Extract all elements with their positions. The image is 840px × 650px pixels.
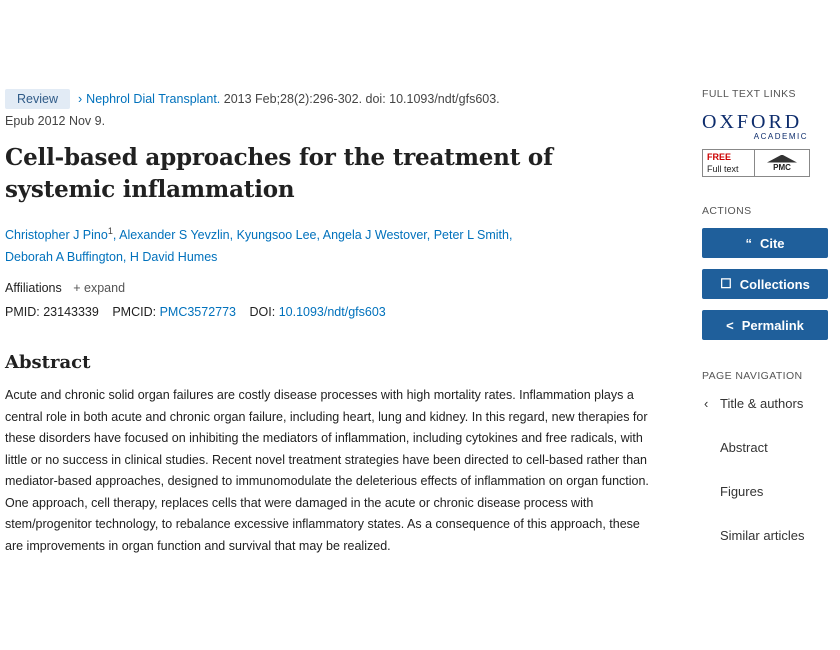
pmc-logo-text: PMC [773,162,791,172]
expand-affiliations-button[interactable] [73,281,125,295]
epub-date: Epub 2012 Nov 9. [5,114,106,128]
nav-abstract[interactable] [702,426,828,470]
pmc-free-text [703,150,755,176]
nav-label: Abstract [720,440,768,455]
free-label: FREE [707,152,732,162]
collections-button[interactable] [702,269,828,299]
permalink-label: Permalink [741,317,804,333]
nav-similar-articles[interactable] [702,514,828,558]
main-content [5,88,655,557]
author-list: Christopher J Pino$^1$, Alexander S Yevzlin, Kyungsoo Lee, Angela J Westover, Peter L Smith, Deborah A Buffington, H David Humes [5,226,513,265]
author-link[interactable]: Angela J Westover [322,228,427,243]
actions-label: ACTIONS [702,205,752,217]
author-link[interactable]: Christopher J Pino [5,228,108,243]
author-link[interactable]: Peter L Smith [433,228,509,243]
abstract-text: Acute and chronic solid organ failures are costly disease processes with high mortality rates. Inflammation plays a central role in both acute and chronic organ failure, including heart, lung and kidney. In this regard, new therapies for these disorders have focused on inhibiting the mediators of inflammation, including cytokines and free radicals, with little or no success in clinical studies. Recent novel treatment strategies have been directed to cell-based rather than mediator-based approaches, designed to immunomodulate the deleterious effects of inflammation on organ function. One approach, cell therapy, replaces cells that were damaged in the acute or chronic disease process with stem/progenitor technology, to rebalance excessive inflammatory states. As a consequence of this approach, these are improvements in organ function and survival that may be realized. [5,388,649,553]
nav-label: Figures [720,484,764,499]
page-navigation-label: PAGE NAVIGATION [702,370,803,382]
nav-title-authors[interactable] [702,382,828,426]
affiliation-marker[interactable]: 1 [107,226,113,236]
doi-label: DOI: [249,305,276,320]
full-text-links-label: FULL TEXT LINKS [702,88,796,100]
expand-label: expand [84,281,126,296]
oxford-logo-sub: ACADEMIC [753,132,808,141]
pmc-roof-icon [767,155,797,163]
abstract-heading: Abstract [5,352,91,374]
plus-icon: + [73,281,81,296]
share-icon: < [726,317,734,333]
affiliations-label: Affiliations [5,281,62,296]
pmcid-link[interactable]: PMC3572773 [159,305,237,320]
pmid-label: PMID: [5,305,40,320]
chevron-left-icon: ‹ [704,396,709,411]
cite-button[interactable] [702,228,828,258]
pmcid-label: PMCID: [112,305,157,320]
article-title: Cell-based approaches for the treatment of systemic inflammation [5,144,553,203]
quote-icon: “ [745,235,752,251]
journal-link[interactable]: Nephrol Dial Transplant. [86,92,221,106]
bookmark-icon: ☐ [720,276,732,291]
nav-label: Similar articles [720,528,805,543]
article-type-badge: Review [5,89,70,109]
pmid-value: 23143339 [43,305,99,320]
chevron-right-icon: › [78,92,83,106]
author-link[interactable]: Kyungsoo Lee [236,228,317,243]
cite-label: Cite [759,235,785,251]
citation-line [5,88,655,132]
page-viewport [0,88,840,578]
doi-link[interactable]: 10.1093/ndt/gfs603 [278,305,386,320]
sidebar [702,88,828,558]
pmc-full-text-link[interactable] [702,149,810,177]
permalink-button[interactable] [702,310,828,340]
oxford-logo: OXFORD [702,111,803,133]
nav-figures[interactable] [702,470,828,514]
pmc-logo [755,150,809,176]
affiliations-row [5,278,655,298]
collections-label: Collections [739,276,810,292]
oxford-academic-link[interactable] [702,112,828,141]
nav-label: Title & authors [720,396,804,411]
identifiers-row [5,302,655,322]
author-link[interactable]: Deborah A Buffington [5,250,123,265]
author-link[interactable]: H David Humes [129,250,218,265]
full-text-label: Full text [707,164,739,174]
author-link[interactable]: Alexander S Yevzlin [119,228,230,243]
citation-details: 2013 Feb;28(2):296-302. doi: 10.1093/ndt/gfs603. [220,92,500,106]
